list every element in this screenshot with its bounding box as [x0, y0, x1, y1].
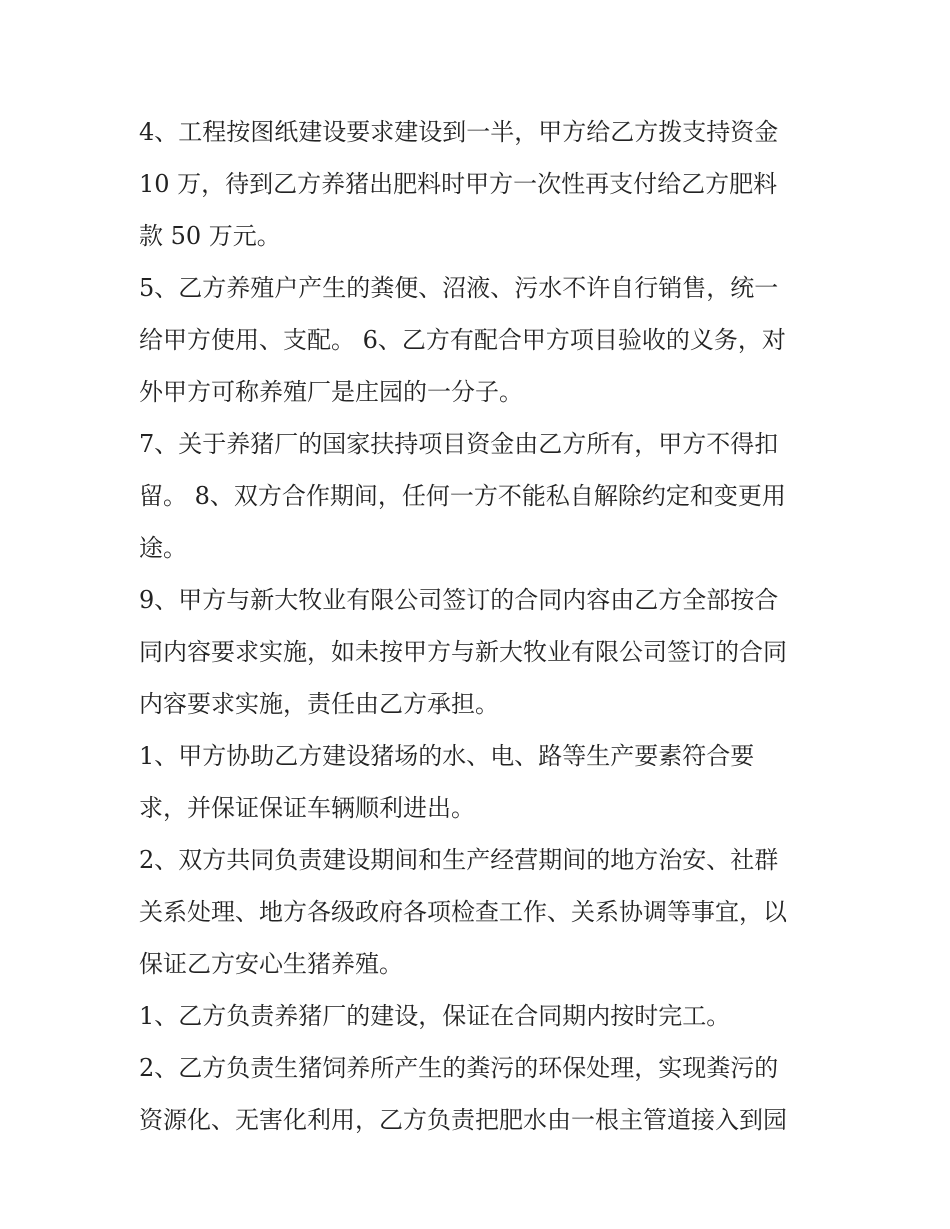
text-line: 保证乙方安心生猪养殖。	[139, 950, 403, 978]
text-line: 关系处理、地方各级政府各项检查工作、关系协调等事宜，以	[139, 898, 787, 926]
text-line: 留。 8、双方合作期间，任何一方不能私自解除约定和变更用	[139, 482, 786, 510]
text-line: 外甲方可称养殖厂是庄园的一分子。	[139, 378, 523, 406]
text-line: 同内容要求实施，如未按甲方与新大牧业有限公司签订的合同	[139, 638, 787, 666]
text-line: 7、关于养猪厂的国家扶持项目资金由乙方所有，甲方不得扣	[139, 430, 779, 458]
text-line: 1、乙方负责养猪厂的建设，保证在合同期内按时完工。	[139, 1002, 731, 1030]
text-line: 10 万，待到乙方养猪出肥料时甲方一次性再支付给乙方肥料	[139, 170, 778, 198]
text-line: 4、工程按图纸建设要求建设到一半，甲方给乙方拨支持资金	[139, 118, 779, 146]
text-line: 内容要求实施，责任由乙方承担。	[139, 690, 499, 718]
text-line: 9、甲方与新大牧业有限公司签订的合同内容由乙方全部按合	[139, 586, 779, 614]
text-line: 款 50 万元。	[139, 222, 281, 250]
text-line: 途。	[139, 534, 187, 562]
document-body	[139, 106, 819, 1146]
text-line: 给甲方使用、支配。 6、乙方有配合甲方项目验收的义务，对	[139, 326, 786, 354]
text-line: 2、乙方负责生猪饲养所产生的粪污的环保处理，实现粪污的	[139, 1054, 779, 1082]
text-line: 求，并保证保证车辆顺利进出。	[139, 794, 475, 822]
text-line: 1、甲方协助乙方建设猪场的水、电、路等生产要素符合要	[139, 742, 755, 770]
text-line: 5、乙方养殖户产生的粪便、沼液、污水不许自行销售，统一	[139, 274, 779, 302]
text-line: 资源化、无害化利用，乙方负责把肥水由一根主管道接入到园	[139, 1106, 787, 1134]
text-line: 2、双方共同负责建设期间和生产经营期间的地方治安、社群	[139, 846, 779, 874]
